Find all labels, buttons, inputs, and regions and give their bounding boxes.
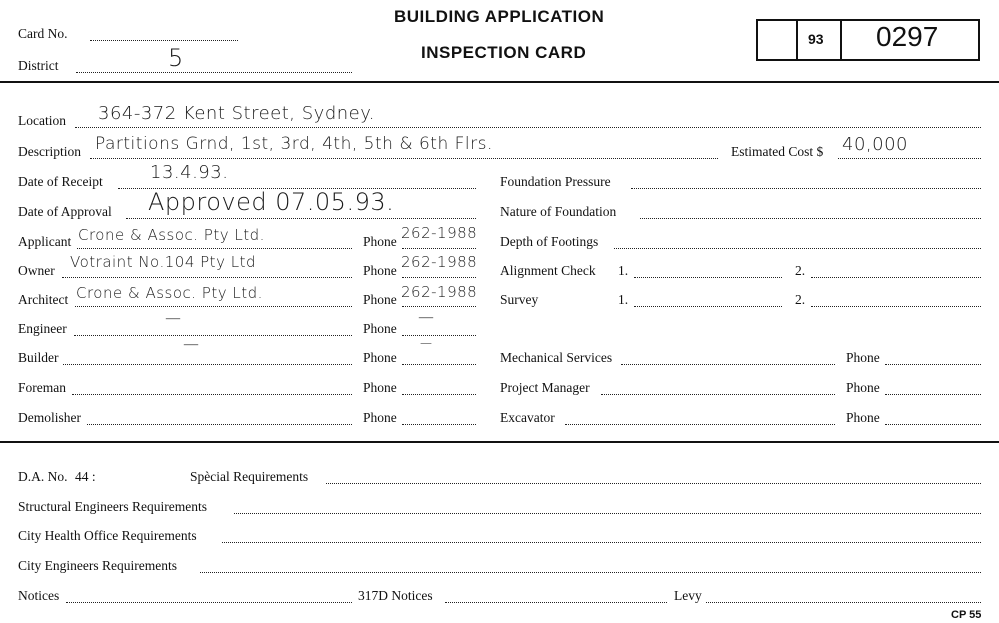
date-of-approval-label: Date of Approval [18, 204, 112, 219]
builder-phone-value: — [420, 336, 433, 350]
form-code: CP 55 [951, 609, 982, 621]
excavator-phone-field[interactable] [885, 424, 981, 425]
city-engineers-requirements-field[interactable] [200, 572, 981, 573]
architect-phone-field[interactable] [402, 306, 476, 307]
card-number: 0297 [876, 21, 939, 52]
alignment-check-2-label: 2. [795, 263, 806, 278]
317d-notices-label: 317D Notices [358, 588, 433, 603]
card-no-label: Card No. [18, 26, 68, 41]
architect-field[interactable] [75, 306, 352, 307]
project-manager-label: Project Manager [500, 380, 590, 395]
date-of-receipt-label: Date of Receipt [18, 174, 103, 189]
project-manager-phone-field[interactable] [885, 394, 981, 395]
survey-2-field[interactable] [811, 306, 981, 307]
nature-of-foundation-label: Nature of Foundation [500, 204, 617, 219]
form-title-line1: BUILDING APPLICATION [394, 7, 605, 26]
foreman-phone-field[interactable] [402, 394, 476, 395]
card-year-cell [796, 21, 840, 59]
alignment-check-1-field[interactable] [634, 277, 782, 278]
317d-notices-field[interactable] [445, 602, 667, 603]
alignment-check-2-field[interactable] [811, 277, 981, 278]
da-no-label: D.A. No. [18, 469, 68, 484]
nature-of-foundation-field[interactable] [640, 218, 981, 219]
section-divider [0, 441, 999, 443]
description-field[interactable] [90, 158, 718, 159]
architect-value: Crone & Assoc. Pty Ltd. [76, 284, 263, 302]
applicant-field[interactable] [77, 248, 352, 249]
foundation-pressure-label: Foundation Pressure [500, 174, 611, 189]
levy-field[interactable] [706, 602, 981, 603]
owner-label: Owner [18, 263, 55, 278]
mechanical-phone-label: Phone [846, 350, 880, 365]
survey-label: Survey [500, 292, 539, 307]
mechanical-services-field[interactable] [621, 364, 835, 365]
owner-phone-field[interactable] [402, 277, 476, 278]
mechanical-phone-field[interactable] [885, 364, 981, 365]
city-engineers-requirements-label: City Engineers Requirements [18, 558, 177, 573]
applicant-phone-value: 262-1988 [401, 224, 478, 242]
applicant-value: Crone & Assoc. Pty Ltd. [78, 226, 265, 244]
builder-label: Builder [18, 350, 59, 365]
district-value: 5 [168, 44, 184, 72]
district-label: District [18, 58, 59, 73]
survey-1-label: 1. [618, 292, 629, 307]
survey-2-label: 2. [795, 292, 806, 307]
demolisher-label: Demolisher [18, 410, 81, 425]
notices-label: Notices [18, 588, 60, 603]
location-field[interactable] [75, 127, 981, 128]
location-label: Location [18, 113, 66, 128]
applicant-label: Applicant [18, 234, 72, 249]
engineer-phone-label: Phone [363, 321, 397, 336]
applicant-phone-label: Phone [363, 234, 397, 249]
foreman-label: Foreman [18, 380, 66, 395]
engineer-phone-field[interactable] [402, 335, 476, 336]
foreman-phone-label: Phone [363, 380, 397, 395]
notices-field[interactable] [66, 602, 352, 603]
builder-value: — [183, 334, 200, 353]
location-value: 364-372 Kent Street, Sydney. [98, 103, 376, 124]
engineer-field[interactable] [74, 335, 352, 336]
owner-phone-value: 262-1988 [401, 253, 478, 271]
owner-field[interactable] [62, 277, 352, 278]
demolisher-phone-label: Phone [363, 410, 397, 425]
da-no-value: 44 : [75, 469, 96, 484]
district-field[interactable] [76, 72, 352, 73]
excavator-field[interactable] [565, 424, 835, 425]
date-of-receipt-value: 13.4.93. [150, 162, 229, 183]
demolisher-phone-field[interactable] [402, 424, 476, 425]
levy-label: Levy [674, 588, 702, 603]
demolisher-field[interactable] [87, 424, 352, 425]
date-of-approval-field[interactable] [126, 218, 476, 219]
estimated-cost-label: Estimated Cost $ [731, 144, 824, 159]
alignment-check-1-label: 1. [618, 263, 629, 278]
engineer-value: — [165, 308, 182, 327]
architect-phone-label: Phone [363, 292, 397, 307]
builder-phone-label: Phone [363, 350, 397, 365]
applicant-phone-field[interactable] [402, 248, 476, 249]
survey-1-field[interactable] [634, 306, 782, 307]
description-label: Description [18, 144, 81, 159]
engineer-label: Engineer [18, 321, 67, 336]
alignment-check-label: Alignment Check [500, 263, 596, 278]
header-divider [0, 81, 999, 83]
structural-requirements-label: Structural Engineers Requirements [18, 499, 207, 514]
foundation-pressure-field[interactable] [631, 188, 981, 189]
excavator-label: Excavator [500, 410, 555, 425]
engineer-phone-value: — [418, 307, 435, 326]
project-manager-phone-label: Phone [846, 380, 880, 395]
form-title-line2: INSPECTION CARD [421, 43, 587, 62]
excavator-phone-label: Phone [846, 410, 880, 425]
architect-label: Architect [18, 292, 69, 307]
builder-field[interactable] [63, 364, 352, 365]
depth-of-footings-field[interactable] [614, 248, 981, 249]
structural-requirements-field[interactable] [234, 513, 981, 514]
architect-phone-value: 262-1988 [401, 283, 478, 301]
estimated-cost-field[interactable] [838, 158, 981, 159]
health-requirements-label: City Health Office Requirements [18, 528, 197, 543]
card-year: 93 [808, 31, 824, 47]
card-no-field[interactable] [90, 40, 238, 41]
depth-of-footings-label: Depth of Footings [500, 234, 599, 249]
mechanical-services-label: Mechanical Services [500, 350, 613, 365]
foreman-field[interactable] [72, 394, 352, 395]
project-manager-field[interactable] [601, 394, 835, 395]
description-value: Partitions Grnd, 1st, 3rd, 4th, 5th & 6th Flrs. [95, 134, 493, 154]
health-requirements-field[interactable] [222, 542, 981, 543]
card-number-box [756, 19, 980, 61]
owner-phone-label: Phone [363, 263, 397, 278]
special-requirements-field[interactable] [326, 483, 981, 484]
estimated-cost-value: 40,000 [842, 134, 908, 155]
owner-value: Votraint No.104 Pty Ltd [70, 253, 256, 271]
card-number-cell [840, 21, 978, 59]
special-requirements-label: Spècial Requirements [190, 469, 309, 484]
builder-phone-field[interactable] [402, 364, 476, 365]
date-of-approval-value: Approved 07.05.93. [148, 188, 395, 216]
